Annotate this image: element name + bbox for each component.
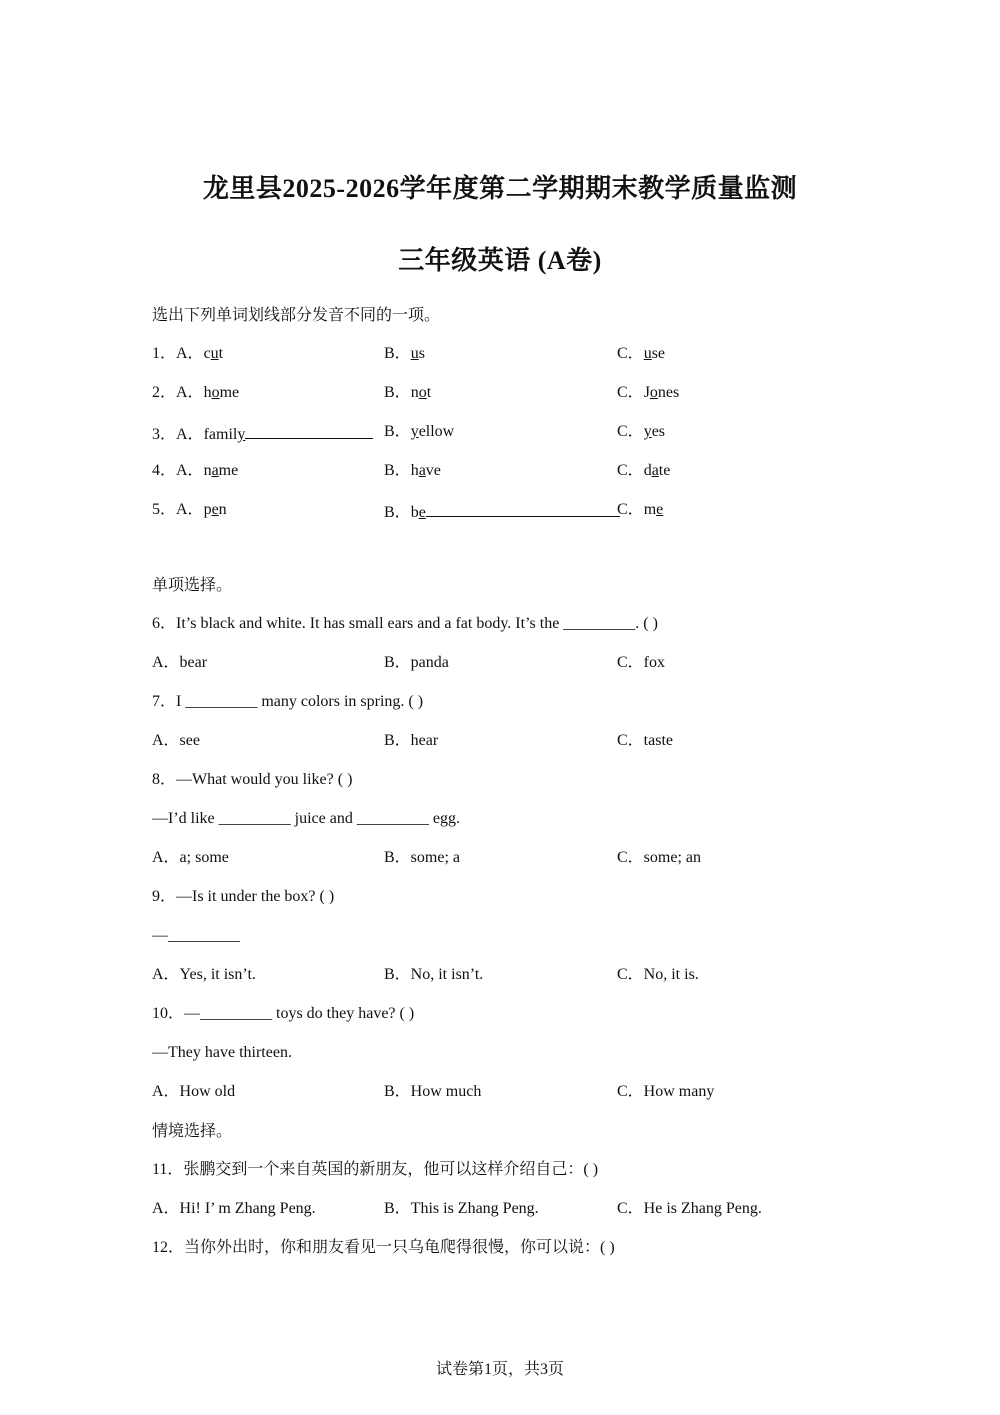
option-a: A．Hi! I’ m Zhang Peng.: [152, 1200, 316, 1217]
question-7-options: [152, 729, 852, 753]
option-a: A．see: [152, 732, 200, 749]
option-b: B．yellow: [384, 423, 455, 440]
question-8-dialogue: —I’d like _________ juice and _________ egg.: [152, 810, 460, 827]
option-c: C．date: [617, 462, 671, 479]
option-c: C．fox: [617, 654, 666, 671]
question-5: [152, 498, 852, 522]
question-10-options: [152, 1080, 852, 1104]
option-c: C．He is Zhang Peng.: [617, 1200, 762, 1217]
option-b: B．us: [384, 345, 425, 362]
option-c: C．taste: [617, 732, 673, 749]
question-11-stem: 11．张鹏交到一个来自英国的新朋友，他可以这样介绍自己：( ): [152, 1161, 599, 1178]
underline-rule: [426, 498, 620, 517]
section-phonics-heading: 选出下列单词划线部分发音不同的一项。: [152, 305, 441, 324]
question-10-stem: 10．—_________ toys do they have? ( ): [152, 1005, 415, 1022]
underline-rule: [245, 420, 373, 439]
option-b: B．some; a: [384, 849, 460, 866]
option-b: B．No, it isn’t.: [384, 966, 484, 983]
option-c: C．How many: [617, 1083, 715, 1100]
exam-subtitle: 三年级英语 (A卷): [398, 246, 602, 275]
exam-title: 龙里县2025-2026学年度第二学期期末教学质量监测: [202, 174, 798, 203]
question-8-options: [152, 846, 852, 870]
option-c: C．some; an: [617, 849, 701, 866]
option-c: C．use: [617, 345, 666, 362]
question-6-options: [152, 651, 852, 675]
option-a: 3．A．family: [152, 420, 373, 447]
question-10-dialogue: —They have thirteen.: [152, 1044, 292, 1061]
option-b: B．How much: [384, 1083, 482, 1100]
section-choice-heading: 单项选择。: [152, 575, 233, 594]
option-a: 5．A．pen: [152, 501, 227, 518]
question-4: [152, 459, 852, 483]
question-9-options: [152, 963, 852, 987]
option-a: A．a; some: [152, 849, 229, 866]
page-footer: 试卷第1页，共3页: [435, 1361, 564, 1378]
option-a: 2．A．home: [152, 384, 240, 401]
question-6-stem: 6．It’s black and white. It has small ears and a fat body. It’s the _________. ( ): [152, 615, 658, 632]
option-b: B．panda: [384, 654, 449, 671]
option-a: A．Yes, it isn’t.: [152, 966, 256, 983]
question-2: [152, 381, 852, 405]
question-11-options: [152, 1197, 852, 1221]
option-a: 4．A．name: [152, 462, 239, 479]
question-12-stem: 12．当你外出时，你和朋友看见一只乌龟爬得很慢，你可以说：( ): [152, 1239, 615, 1256]
option-c: C．Jones: [617, 384, 680, 401]
option-a: A．How old: [152, 1083, 236, 1100]
option-b: B．be: [384, 498, 620, 525]
option-a: A．bear: [152, 654, 208, 671]
question-9-dialogue: —_________: [152, 927, 240, 944]
option-b: B．hear: [384, 732, 439, 749]
question-8-stem: 8．—What would you like? ( ): [152, 771, 353, 788]
option-b: B．not: [384, 384, 432, 401]
section-situation-heading: 情境选择。: [152, 1121, 233, 1140]
question-9-stem: 9．—Is it under the box? ( ): [152, 888, 335, 905]
question-3: [152, 420, 852, 444]
question-1: [152, 342, 852, 366]
option-c: C．No, it is.: [617, 966, 699, 983]
option-c: C．me: [617, 501, 664, 518]
option-b: B．have: [384, 462, 441, 479]
question-7-stem: 7．I _________ many colors in spring. ( ): [152, 693, 424, 710]
option-a: 1．A．cut: [152, 345, 224, 362]
option-c: C．yes: [617, 423, 666, 440]
option-b: B．This is Zhang Peng.: [384, 1200, 539, 1217]
